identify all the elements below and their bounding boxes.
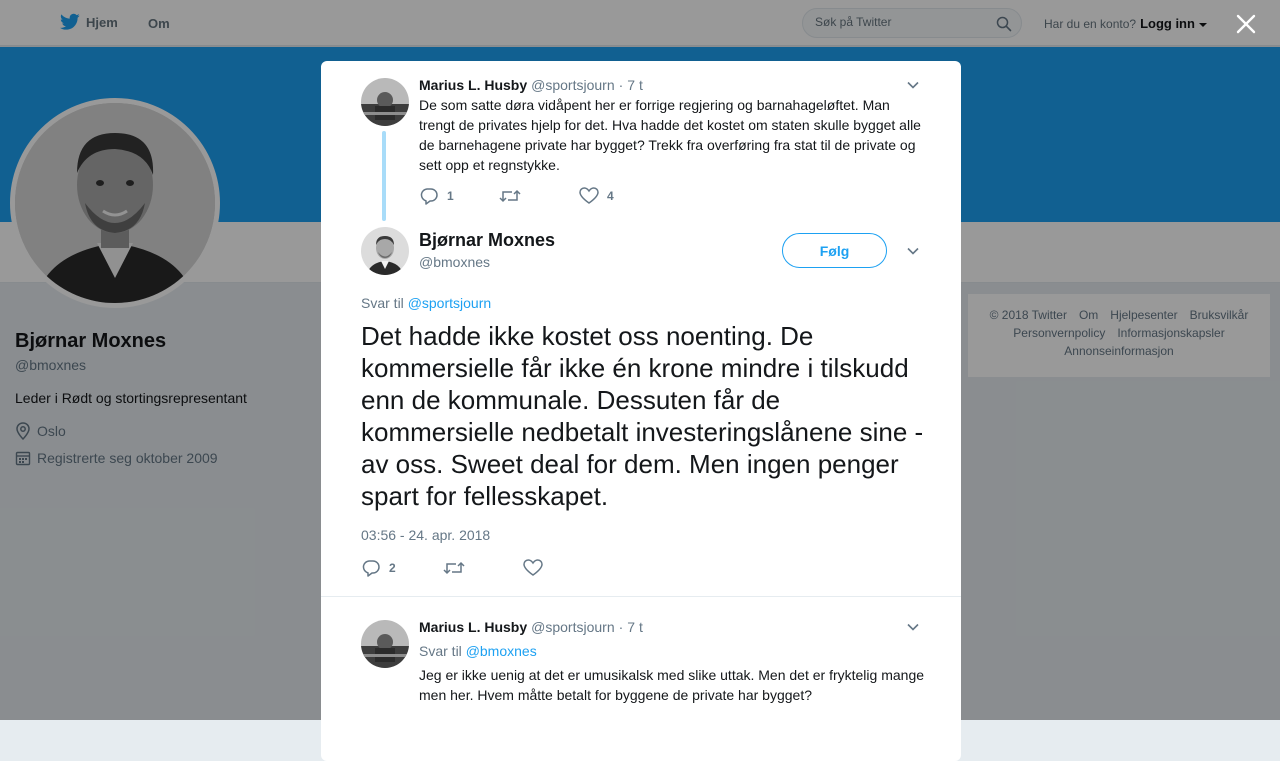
footer-link[interactable]: Personvernpolicy [1013,326,1106,340]
profile-name: Bjørnar Moxnes [15,330,167,352]
reply-tweet-reply-context [419,643,537,659]
follow-button[interactable]: Følg [782,233,887,268]
parent-tweet-time[interactable]: 7 t [627,77,643,93]
main-tweet-author-name[interactable]: Bjørnar Moxnes [419,230,556,250]
main-tweet-author-handle[interactable]: @bmoxnes [419,254,491,270]
parent-tweet-header [419,77,643,93]
like-button[interactable] [523,559,563,577]
chevron-down-icon[interactable] [905,77,921,93]
main-tweet-actions [361,559,563,577]
main-tweet-reply-context [361,295,491,311]
nav-about-link[interactable]: Om [148,16,170,31]
close-icon[interactable] [1234,12,1258,36]
reply-tweet-avatar[interactable] [361,620,409,668]
chevron-down-icon[interactable] [905,619,921,635]
reply-tweet-time[interactable]: 7 t [627,619,643,635]
heart-icon [523,559,543,577]
reply-to-prefix: Svar til [361,295,404,311]
main-tweet-text: Det hadde ikke kostet oss noenting. De kommersielle får ikke én krone mindre i tilskudd enn de kommunale. Dessuten får de kommersielle nedbetalt investeringslånene sine - av oss. Sweet deal for dem. Men ingen penger spart for fellesskapet. [361,321,924,511]
reply-icon [361,559,381,577]
nav-home-label: Hjem [86,14,118,30]
chevron-down-icon[interactable] [905,243,921,259]
retweet-icon [499,187,521,205]
parent-tweet-text: De som satte døra vidåpent her er forrige regjering og barnahageløftet. Man trengt de privates hjelp for det. Hva hadde det kostet om staten skulle bygget alle de barnehagene private har bygget? Trekk fra overføring fra stat til de private og sett opp et regnstykke. [419,97,921,173]
reply-tweet-text: Jeg er ikke uenig at det er umusikalsk med slike uttak. Men det er fryktelig mange men her. Hvem måtte betalt for byggene de private har bygget? [419,667,925,703]
reply-count: 1 [447,189,454,203]
reply-to-handle-link[interactable]: @sportsjourn [407,295,492,311]
joined-text: Registrerte seg oktober 2009 [37,450,218,466]
footer-link[interactable]: Informasjonskapsler [1117,326,1225,340]
footer-link[interactable]: Annonseinformasjon [1064,344,1174,358]
separator-dot: · [618,77,624,93]
reply-to-handle-link[interactable]: @bmoxnes [465,643,537,659]
reply-icon [419,187,439,205]
retweet-icon [443,559,465,577]
footer-link[interactable]: Bruksvilkår [1189,308,1249,322]
reply-tweet-author-handle[interactable]: @sportsjourn [531,619,615,635]
location-text: Oslo [37,423,66,439]
reply-button[interactable] [419,187,499,205]
reply-tweet-author-name[interactable]: Marius L. Husby [419,619,528,635]
account-prompt: Har du en konto? [1044,16,1137,31]
reply-button[interactable] [361,559,443,577]
replies-divider [321,596,961,597]
footer-link[interactable]: Om [1078,308,1099,322]
parent-tweet-author-handle[interactable]: @sportsjourn [531,77,615,93]
retweet-button[interactable] [443,559,523,577]
footer-link[interactable]: Hjelpesenter [1110,308,1178,322]
reply-to-prefix: Svar til [419,643,462,659]
parent-tweet-avatar[interactable] [361,78,409,126]
profile-bio: Leder i Rødt og stortingsrepresentant [15,390,247,406]
separator-dot: · [618,619,624,635]
main-tweet-timestamp[interactable]: 03:56 - 24. apr. 2018 [361,527,491,543]
like-button[interactable] [579,187,659,205]
like-count: 4 [607,189,614,203]
retweet-button[interactable] [499,187,579,205]
login-link[interactable]: Logg inn [1140,16,1195,31]
parent-tweet-actions [419,187,659,205]
profile-handle: @bmoxnes [15,357,87,373]
reply-tweet-header [419,619,643,635]
reply-count: 2 [389,561,396,575]
parent-tweet-author-name[interactable]: Marius L. Husby [419,77,528,93]
footer-link[interactable]: © 2018 Twitter [989,308,1067,322]
main-tweet-avatar[interactable] [361,227,409,275]
tweet-permalink-modal [321,61,961,761]
thread-connector-line [382,131,386,221]
heart-icon [579,187,599,205]
